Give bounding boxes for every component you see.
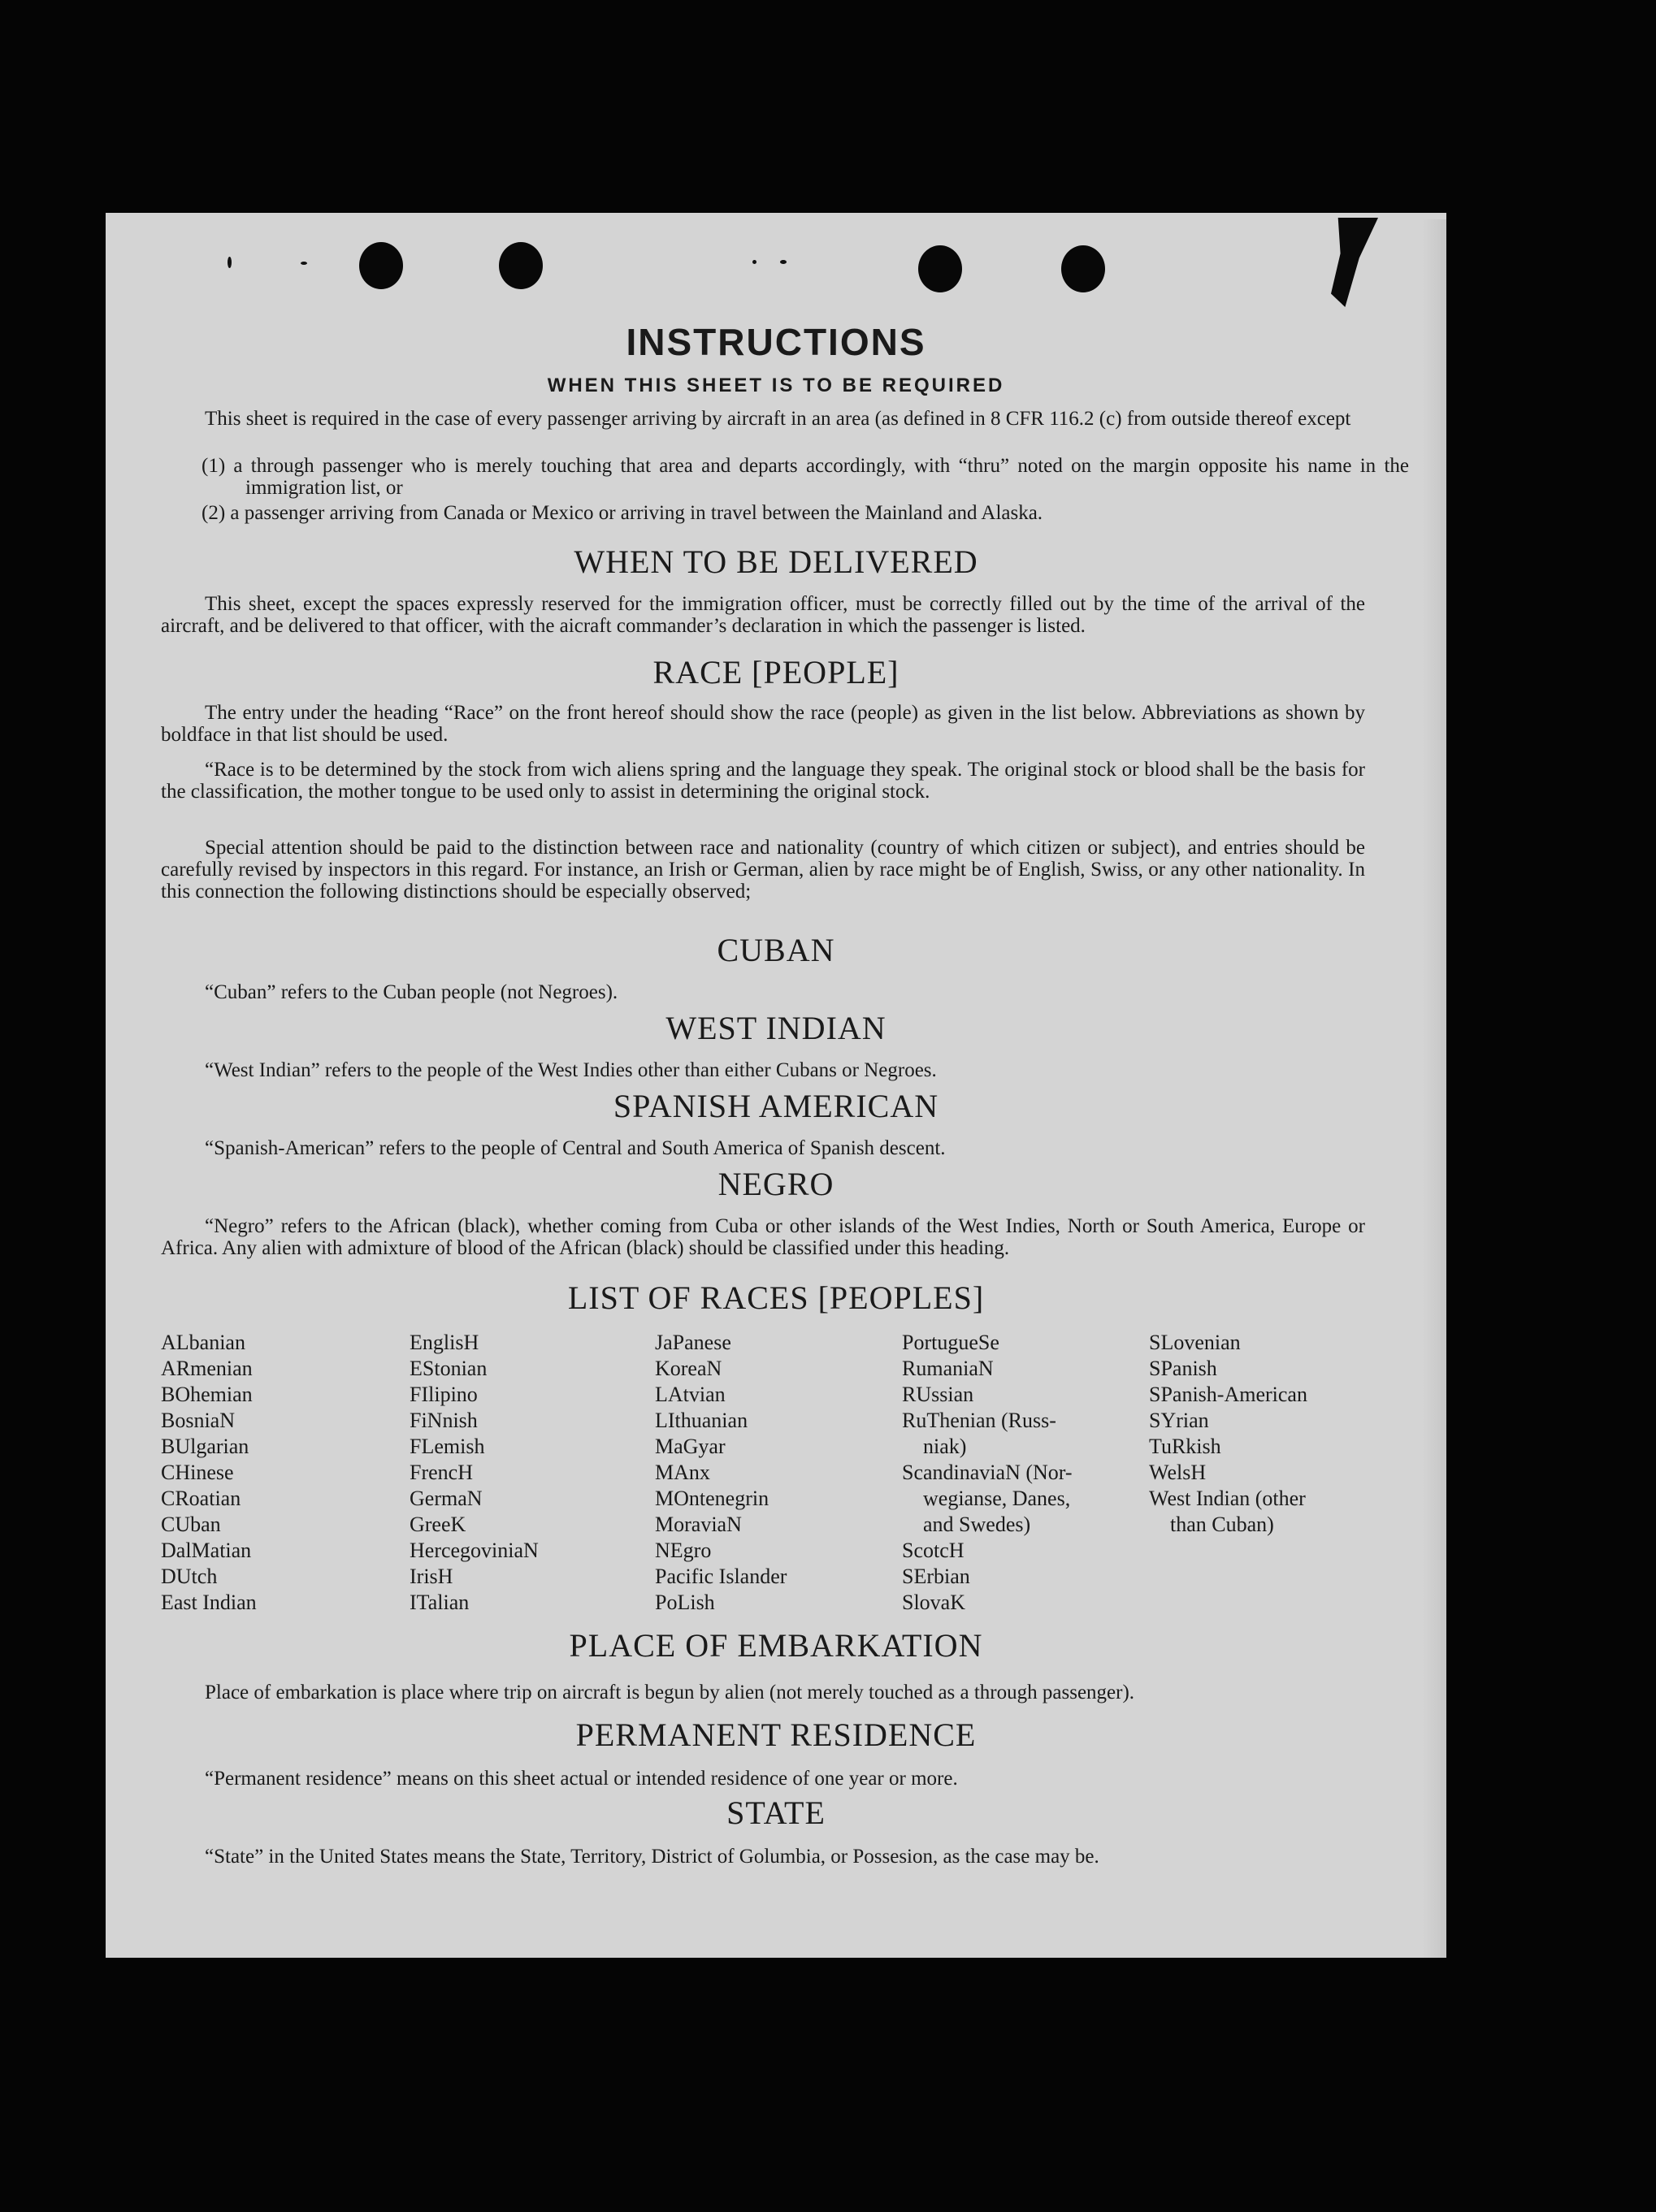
race-item: CRoatian: [161, 1487, 241, 1510]
race-item: PortugueSe: [902, 1331, 999, 1354]
state-paragraph: “State” in the United States means the State, Territory, District of Golumbia, or Possesion, as the case may be.: [205, 1846, 1099, 1868]
race-item: BosniaN: [161, 1409, 235, 1432]
race-item: DalMatian: [161, 1539, 252, 1562]
embarkation-paragraph: Place of embarkation is place where trip on aircraft is begun by alien (not merely touched as a through passenger).: [205, 1682, 1135, 1703]
race-item: TuRkish: [1149, 1435, 1221, 1458]
race-item: BUlgarian: [161, 1435, 249, 1458]
race-item: SYrian: [1149, 1409, 1209, 1432]
section-heading-negro: NEGRO: [717, 1166, 835, 1202]
race-item: SlovaK: [902, 1591, 965, 1614]
section-heading-state: STATE: [726, 1794, 826, 1831]
race-item: JaPanese: [655, 1331, 731, 1354]
section-heading-delivered: WHEN TO BE DELIVERED: [574, 543, 978, 580]
race-item: ScandinaviaN (Nor-: [902, 1461, 1073, 1484]
race-column-4: [902, 1330, 1146, 1616]
race-item: WelsH: [1149, 1461, 1207, 1484]
spanish-american-paragraph: “Spanish-American” refers to the people of Central and South America of Spanish descent.: [205, 1137, 946, 1159]
race-item: ALbanian: [161, 1331, 245, 1354]
section-heading-spanish-american: SPANISH AMERICAN: [613, 1088, 939, 1124]
race-item: SErbian: [902, 1565, 970, 1588]
speck: [780, 260, 787, 264]
race-item: FIlipino: [410, 1383, 478, 1406]
punch-hole: [359, 242, 403, 289]
race-item: MOntenegrin: [655, 1487, 769, 1510]
page-subtitle: WHEN THIS SHEET IS TO BE REQUIRED: [547, 374, 1005, 396]
race-paragraph-2: “Race is to be determined by the stock from wich aliens spring and the language they speak. The original stock or blood shall be the basis for the classification, the mother tongue to be used only to assist in determining the original stock.: [161, 759, 1365, 803]
west-indian-paragraph: “West Indian” refers to the people of the West Indies other than either Cubans or Negroes.: [205, 1059, 937, 1081]
page-edge: [1422, 219, 1446, 1958]
race-item: FrencH: [410, 1461, 473, 1484]
race-item: CUban: [161, 1513, 221, 1536]
race-item: Pacific Islander: [655, 1565, 787, 1588]
race-column-3: [655, 1330, 899, 1616]
speck: [301, 262, 307, 265]
section-heading-residence: PERMANENT RESIDENCE: [575, 1716, 977, 1753]
race-item: ITalian: [410, 1591, 470, 1614]
race-item: HercegoviniaN: [410, 1539, 539, 1562]
race-column-5: [1149, 1330, 1393, 1538]
punch-hole: [1061, 245, 1105, 292]
race-item: West Indian (other: [1149, 1487, 1306, 1510]
race-item: RumaniaN: [902, 1357, 994, 1380]
section-heading-cuban: CUBAN: [717, 932, 835, 968]
punch-hole: [499, 242, 543, 289]
race-item: MAnx: [655, 1461, 710, 1484]
section-heading-embarkation: PLACE OF EMBARKATION: [569, 1627, 983, 1664]
speck: [228, 257, 232, 268]
race-item: GreeK: [410, 1513, 466, 1536]
section-heading-race: RACE [PEOPLE]: [652, 654, 900, 690]
race-item: SPanish-American: [1149, 1383, 1307, 1406]
race-column-1: [161, 1330, 405, 1616]
race-column-2: [410, 1330, 653, 1616]
race-item: FiNnish: [410, 1409, 478, 1432]
race-item: PoLish: [655, 1591, 715, 1614]
page-title: INSTRUCTIONS: [626, 321, 926, 363]
exception-item-1: (1) a through passenger who is merely touching that area and departs accordingly, with “thru” noted on the margin opposite his name in the immigration list, or: [202, 455, 1409, 499]
race-item: ARmenian: [161, 1357, 253, 1380]
residence-paragraph: “Permanent residence” means on this sheet actual or intended residence of one year or more.: [205, 1768, 958, 1790]
punch-hole: [918, 245, 962, 292]
race-item-continued: niak): [923, 1435, 967, 1458]
race-item: NEgro: [655, 1539, 712, 1562]
delivered-paragraph: This sheet, except the spaces expressly reserved for the immigration officer, must be correctly filled out by the time of the arrival of the aircraft, and be delivered to that officer, with the aicraft commander’s declaration in which the passenger is listed.: [161, 593, 1365, 637]
race-paragraph-3: Special attention should be paid to the distinction between race and nationality (country of which citizen or subject), and entries should be carefully revised by inspectors in this regard. For instance, an Irish or German, alien by race might be of English, Swiss, or any other nationality. In this connection the following distinctions should be especially observed;: [161, 837, 1365, 903]
race-item: BOhemian: [161, 1383, 253, 1406]
race-paragraph-1: The entry under the heading “Race” on the front hereof should show the race (people) as given in the list below. Abbreviations as shown by boldface in that list should be used.: [161, 702, 1365, 746]
race-item: ScotcH: [902, 1539, 965, 1562]
race-item: RUssian: [902, 1383, 974, 1406]
section-heading-race-list: LIST OF RACES [PEOPLES]: [567, 1279, 985, 1316]
race-item: SPanish: [1149, 1357, 1217, 1380]
race-item: RuThenian (Russ-: [902, 1409, 1056, 1432]
race-item: LIthuanian: [655, 1409, 748, 1432]
race-item: SLovenian: [1149, 1331, 1241, 1354]
race-item: EnglisH: [410, 1331, 479, 1354]
required-paragraph: This sheet is required in the case of every passenger arriving by aircraft in an area (as defined in 8 CFR 116.2 (c) from outside thereof except: [205, 408, 1351, 430]
speck: [752, 260, 756, 264]
race-item: MoraviaN: [655, 1513, 742, 1536]
race-item: KoreaN: [655, 1357, 722, 1380]
race-item: CHinese: [161, 1461, 234, 1484]
race-item-continued: and Swedes): [923, 1513, 1031, 1536]
race-item: GermaN: [410, 1487, 483, 1510]
race-item: FLemish: [410, 1435, 485, 1458]
cuban-paragraph: “Cuban” refers to the Cuban people (not Negroes).: [205, 981, 618, 1003]
race-item: DUtch: [161, 1565, 218, 1588]
race-item: EStonian: [410, 1357, 488, 1380]
race-item-continued: than Cuban): [1170, 1513, 1274, 1536]
race-item: IrisH: [410, 1565, 453, 1588]
race-item: East Indian: [161, 1591, 257, 1614]
negro-paragraph: “Negro” refers to the African (black), whether coming from Cuba or other islands of the West Indies, North or South America, Europe or Africa. Any alien with admixture of blood of the African (black) should be classified under this heading.: [161, 1215, 1365, 1259]
instruction-sheet: [106, 213, 1446, 1958]
race-item: MaGyar: [655, 1435, 726, 1458]
section-heading-west-indian: WEST INDIAN: [665, 1010, 887, 1046]
race-item-continued: wegianse, Danes,: [923, 1487, 1071, 1510]
race-item: LAtvian: [655, 1383, 726, 1406]
exception-item-2: (2) a passenger arriving from Canada or Mexico or arriving in travel between the Mainland and Alaska.: [202, 502, 1043, 524]
